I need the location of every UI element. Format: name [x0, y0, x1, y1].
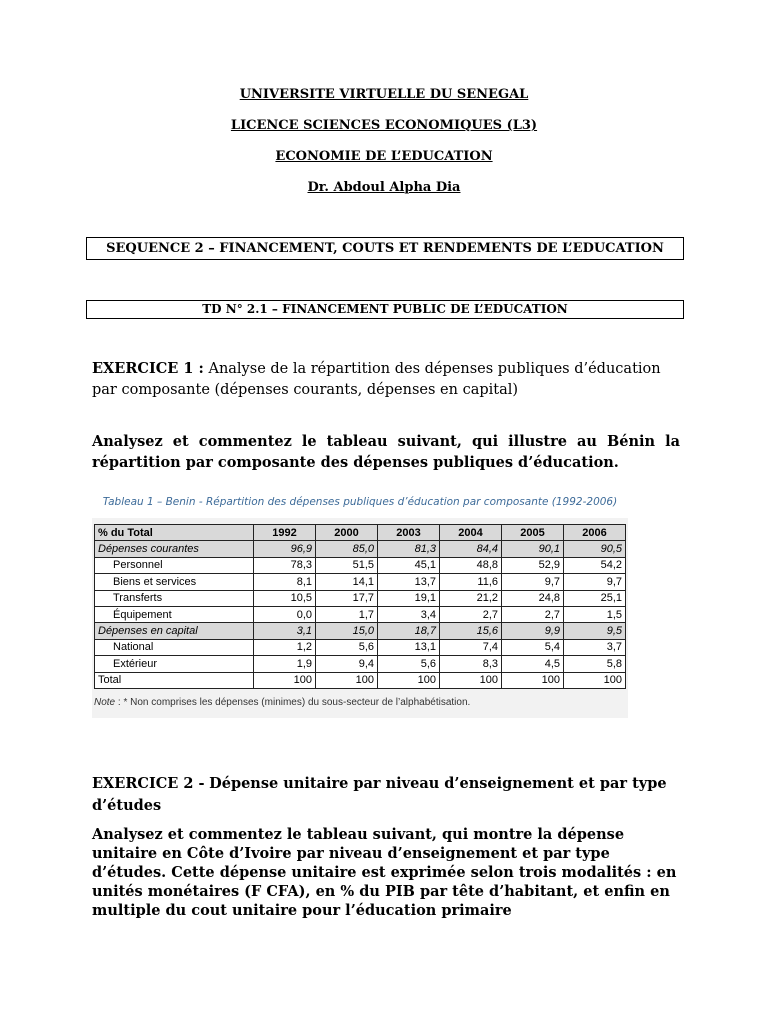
table1-image — [92, 518, 628, 718]
table-row — [95, 672, 626, 688]
university-heading: UNIVERSITE VIRTUELLE DU SENEGAL — [239, 87, 529, 102]
year-header: 2000 — [316, 525, 378, 541]
table-cell: 5,6 — [316, 639, 378, 655]
course-heading: ECONOMIE DE L’EDUCATION — [275, 149, 493, 164]
note-label: Note — [94, 697, 116, 708]
exercise2-label: EXERCICE 2 - — [92, 775, 205, 792]
table-cell: 9,4 — [316, 656, 378, 672]
year-header: 2003 — [378, 525, 440, 541]
table-cell: 100 — [316, 672, 378, 688]
table-cell: 52,9 — [502, 557, 564, 573]
table1-note — [94, 697, 470, 708]
table-cell: 7,4 — [440, 639, 502, 655]
table-cell: 5,4 — [502, 639, 564, 655]
table-cell: 90,5 — [564, 541, 626, 557]
table-cell: 14,1 — [316, 574, 378, 590]
table-cell: 15,0 — [316, 623, 378, 639]
table-row — [95, 639, 626, 655]
author-heading: Dr. Abdoul Alpha Dia — [307, 180, 461, 195]
table-cell: 25,1 — [564, 590, 626, 606]
exercise1-instruction: Analysez et commentez le tableau suivant, qui illustre au Bénin la répartition par composante des dépenses publiques d’éducation. — [92, 433, 680, 471]
table-cell: 100 — [440, 672, 502, 688]
table1-caption: Tableau 1 – Benin - Répartition des dépenses publiques d’éducation par composante (1992-2006) — [102, 496, 618, 508]
table-cell: 1,7 — [316, 606, 378, 622]
table-cell: 8,3 — [440, 656, 502, 672]
row-label: Extérieur — [95, 656, 254, 672]
sequence-title-box: SEQUENCE 2 – FINANCEMENT, COUTS ET RENDEMENTS DE L’EDUCATION — [86, 237, 684, 260]
table-row — [95, 606, 626, 622]
table-cell: 13,7 — [378, 574, 440, 590]
table-cell: 3,7 — [564, 639, 626, 655]
year-header: 2004 — [440, 525, 502, 541]
exercise2-instruction: Analysez et commentez le tableau suivant, qui montre la dépense unitaire en Côte d’Ivoire par niveau d’enseignement et par type d’études. Cette dépense unitaire est exprimée selon trois modalités : en unités monétaires (F CFA), en % du PIB par tête d’habitant, et enfin en multiple du cout unitaire pour l’éducation primaire — [92, 826, 677, 919]
table-cell: 18,7 — [378, 623, 440, 639]
td-title-box: TD N° 2.1 – FINANCEMENT PUBLIC DE L’EDUCATION — [86, 300, 684, 319]
exercise1-heading — [92, 358, 680, 401]
table-row — [95, 574, 626, 590]
table-cell: 5,8 — [564, 656, 626, 672]
table-row — [95, 557, 626, 573]
table-cell: 90,1 — [502, 541, 564, 557]
year-header: 1992 — [254, 525, 316, 541]
table-row — [95, 656, 626, 672]
table-corner-header: % du Total — [95, 525, 254, 541]
table-row — [95, 623, 626, 639]
table-cell: 9,9 — [502, 623, 564, 639]
table-cell: 10,5 — [254, 590, 316, 606]
table-cell: 54,2 — [564, 557, 626, 573]
table-cell: 5,6 — [378, 656, 440, 672]
table-cell: 2,7 — [502, 606, 564, 622]
table-cell: 2,7 — [440, 606, 502, 622]
table-cell: 78,3 — [254, 557, 316, 573]
table-cell: 100 — [378, 672, 440, 688]
table-cell: 11,6 — [440, 574, 502, 590]
row-label: Biens et services — [95, 574, 254, 590]
program-heading: LICENCE SCIENCES ECONOMIQUES (L3) — [230, 118, 538, 133]
table-cell: 100 — [564, 672, 626, 688]
row-label: National — [95, 639, 254, 655]
table-header-row — [95, 525, 626, 541]
table-cell: 9,7 — [502, 574, 564, 590]
row-label: Personnel — [95, 557, 254, 573]
table-cell: 96,9 — [254, 541, 316, 557]
row-label: Équipement — [95, 606, 254, 622]
table-cell: 81,3 — [378, 541, 440, 557]
table-cell: 13,1 — [378, 639, 440, 655]
table-cell: 19,1 — [378, 590, 440, 606]
table-cell: 100 — [254, 672, 316, 688]
table-cell: 1,9 — [254, 656, 316, 672]
exercise2-heading — [92, 773, 680, 817]
table-row — [95, 541, 626, 557]
table-cell: 3,4 — [378, 606, 440, 622]
table-cell: 8,1 — [254, 574, 316, 590]
exercise1-label: EXERCICE 1 : — [92, 360, 204, 377]
table-cell: 1,2 — [254, 639, 316, 655]
table-cell: 84,4 — [440, 541, 502, 557]
table-cell: 1,5 — [564, 606, 626, 622]
year-header: 2006 — [564, 525, 626, 541]
table-cell: 9,5 — [564, 623, 626, 639]
table-cell: 0,0 — [254, 606, 316, 622]
table1 — [94, 524, 626, 689]
table-cell: 48,8 — [440, 557, 502, 573]
table-cell: 4,5 — [502, 656, 564, 672]
table-cell: 9,7 — [564, 574, 626, 590]
row-label: Total — [95, 672, 254, 688]
exercise2-title: Dépense unitaire par niveau d’enseignement et par type d’études — [92, 775, 667, 814]
row-label: Transferts — [95, 590, 254, 606]
table-cell: 45,1 — [378, 557, 440, 573]
row-label: Dépenses courantes — [95, 541, 254, 557]
note-text: : * Non comprises les dépenses (minimes) du sous-secteur de l’alphabétisation. — [115, 697, 471, 708]
table-cell: 85,0 — [316, 541, 378, 557]
table-row — [95, 590, 626, 606]
table-cell: 17,7 — [316, 590, 378, 606]
year-header: 2005 — [502, 525, 564, 541]
table-cell: 51,5 — [316, 557, 378, 573]
table-cell: 24,8 — [502, 590, 564, 606]
exercise1-title: Analyse de la répartition des dépenses publiques d’éducation par composante (dépenses courants, dépenses en capital) — [92, 361, 661, 398]
row-label: Dépenses en capital — [95, 623, 254, 639]
table-cell: 3,1 — [254, 623, 316, 639]
table-cell: 15,6 — [440, 623, 502, 639]
table-cell: 100 — [502, 672, 564, 688]
table-cell: 21,2 — [440, 590, 502, 606]
